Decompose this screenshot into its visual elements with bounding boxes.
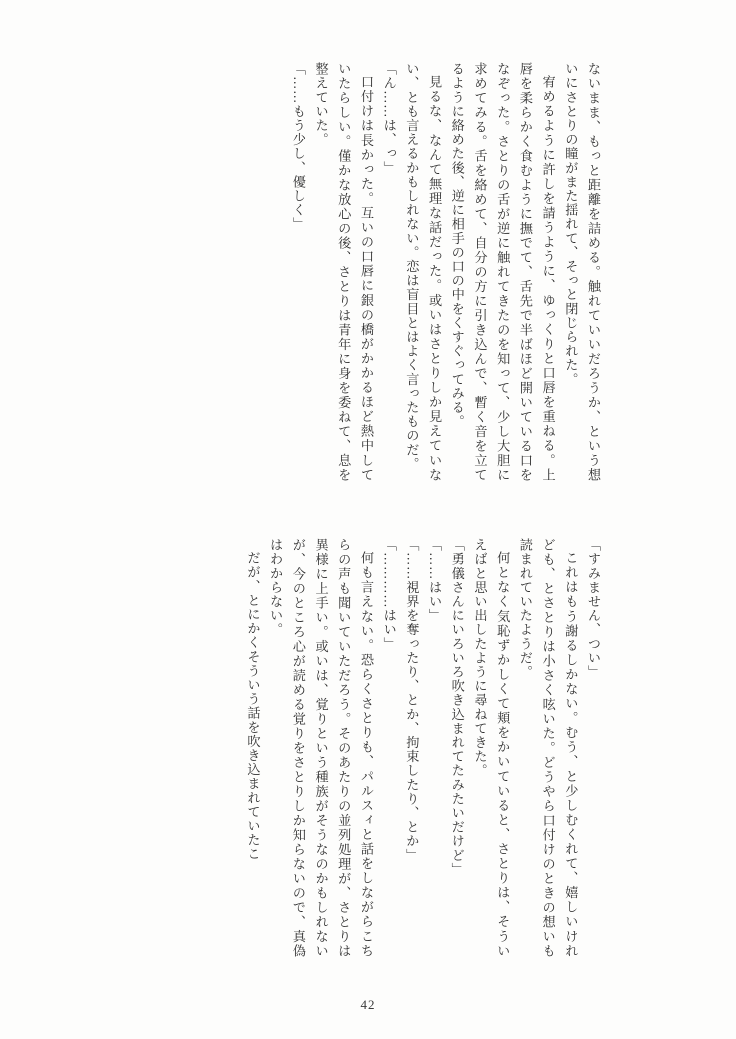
paragraph: ないまま、もっと距離を詰める。触れていいだろうか、という想いにさとりの瞳がまた揺れて、そっと閉じられた。 [563, 62, 601, 482]
paragraph-dialogue: 「ん……は、っ」 [381, 62, 397, 175]
paragraph: これはもう謝るしかない。むう、と少しむくれて、嬉しいけれども、とさとりは小さく呟いた。どうやら口付けのときの想いも読まれていたようだ。 [517, 538, 579, 958]
paragraph: 宥めるように許しを請うように、ゆっくりと口唇を重ねる。上唇を柔らかく食むように撫でて、舌先で半ばほど開いている口をなぞった。さとりの舌が逆に触れてきたのを知って、少し大胆に求めてみる。舌を絡めて、自分の方に引き込んで、暫く音を立てるように絡めた後、逆に相手の口の中をくすぐってみる。 [449, 62, 556, 482]
page-number: 42 [360, 997, 376, 1012]
paragraph: だが、とにかくそういう話を吹き込まれていたこ [245, 551, 261, 862]
paragraph: 何となく気恥ずかしくて頬をかいていると、さとりは、そういえばと思い出したように尋ねてきた。 [472, 538, 511, 958]
paragraph: 何も言えない。恐らくさとりも、パルスィと話をしながらこちらの声も聞いていただろう。そのあたりの並列処理が、さとりは異様に上手い。或いは、覚りという種族がそうなのかもしれないが、今のところ心が読める覚りをさとりしか知らないので、真偽はわからない。 [268, 538, 374, 958]
paragraph-dialogue: 「勇儀さんにいろいろ吹き込まれてたみたいだけど」 [449, 538, 465, 877]
text-block-lower [84, 538, 604, 958]
paragraph-dialogue: 「すみません、つい」 [586, 538, 601, 679]
paragraph-dialogue: 「……視界を奪ったり、とか、拘束したり、とか」 [404, 538, 420, 863]
paragraph: 見るな、なんて無理な話だった。或いはさとりしか見えていない、とも言えるかもしれない。恋は盲目とはよく言ったものだ。 [404, 62, 443, 482]
paragraph-dialogue: 「……もう少し、優しく」 [290, 62, 306, 232]
paragraph: 口付けは長かった。互いの口唇に銀の橋がかかるほど熱中していたらしい。僅かな放心の後、さとりは青年に身を委ねて、息を整えていた。 [313, 62, 374, 482]
text-block-upper [124, 62, 604, 482]
paragraph-dialogue: 「……はい」 [427, 538, 443, 623]
paragraph-dialogue: 「…………はい」 [381, 538, 397, 651]
